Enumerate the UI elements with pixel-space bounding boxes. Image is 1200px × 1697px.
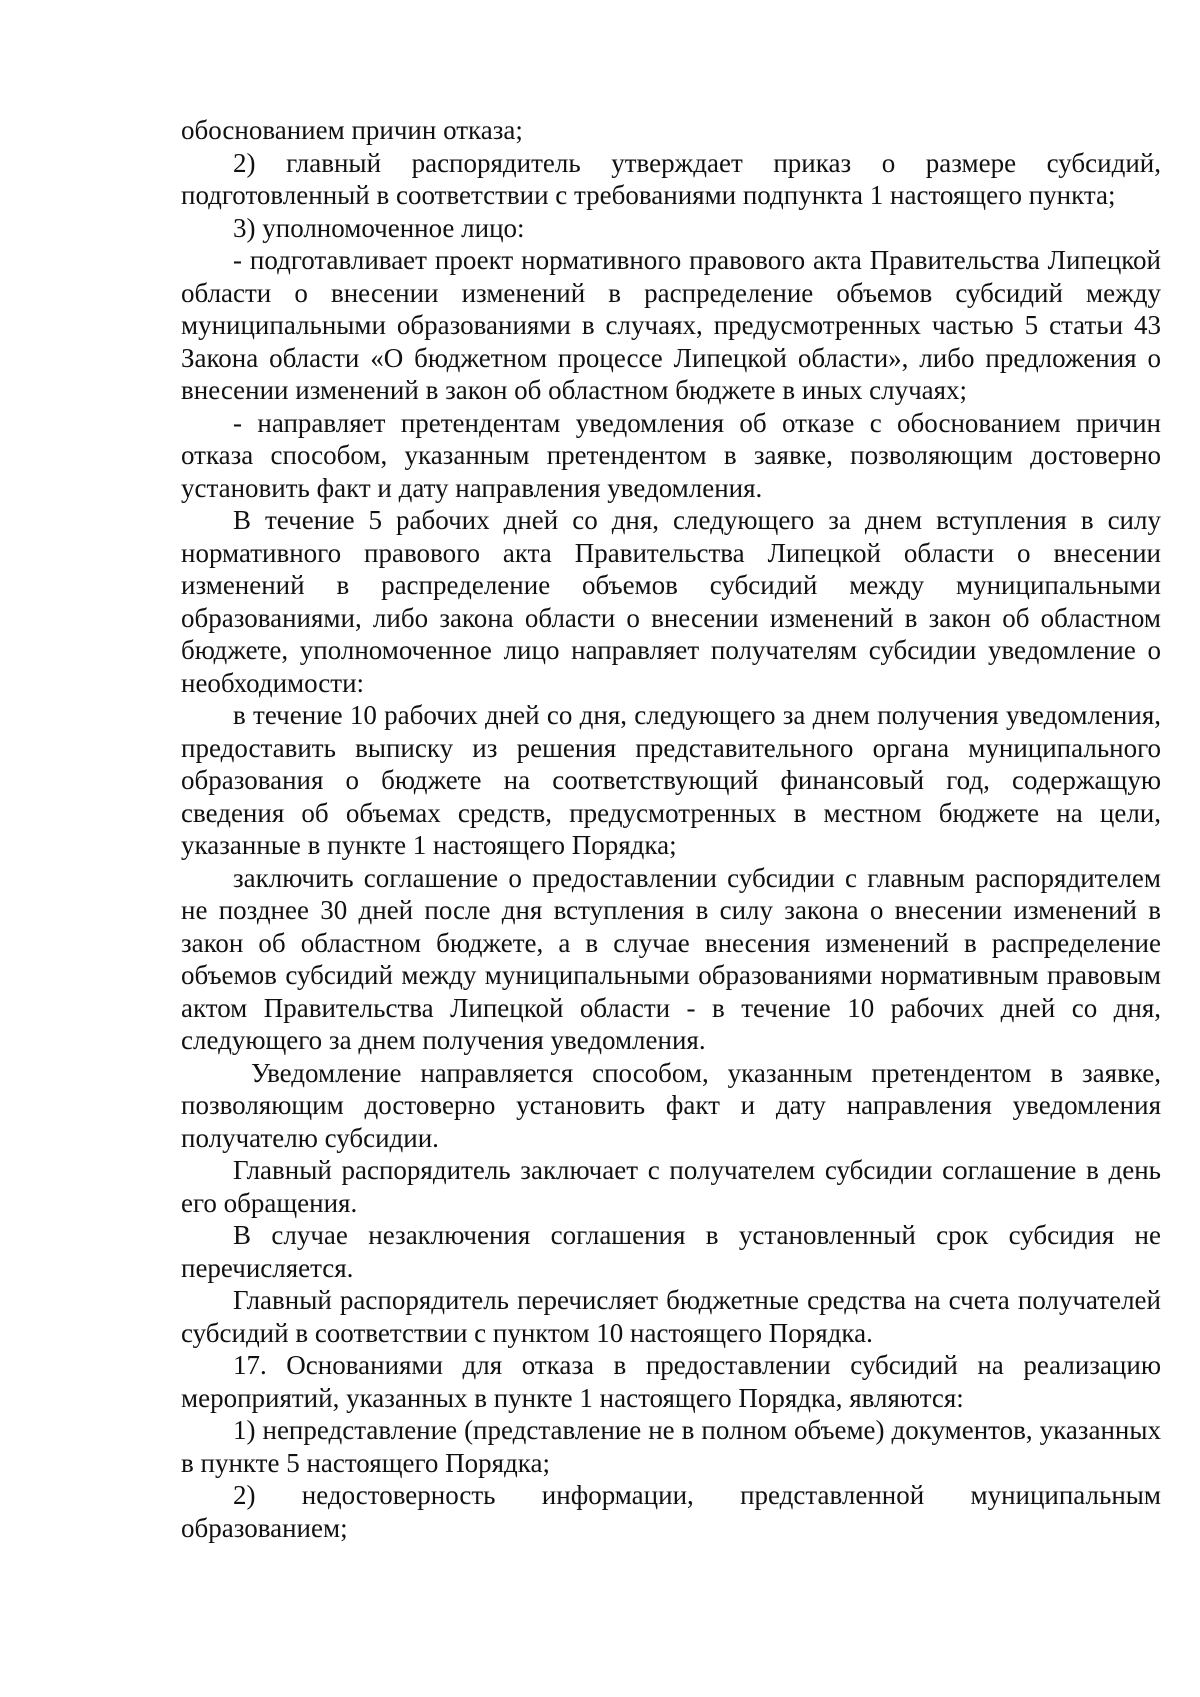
paragraph-sends-refusal-notices: - направляет претендентам уведомления об отказе с обоснованием причин отказа способом, указанным претендентом в заявке, позволяющим достоверно установить факт и дату направления уведомления. [181, 407, 1161, 503]
paragraph-within-10-days-extract: в течение 10 рабочих дней со дня, следующего за днем получения уведомления, предоставить выписку из решения представительного органа муниципального образования о бюджете на соответствующий финансовый год, содержащую сведения об объемах средств, предусмотренных в местном бюджете на цели, указанные в пункте 1 настоящего Порядка; [181, 700, 1161, 860]
paragraph-item-3-authorized-person: 3) уполномоченное лицо: [233, 212, 525, 243]
paragraph-ground-1-non-submission: 1) непредставление (представление не в полном объеме) документов, указанных в пункте 5 настоящего Порядка; [181, 1415, 1161, 1478]
paragraph-transfer-funds: Главный распорядитель перечисляет бюджетные средства на счета получателей субсидий в соответствии с пунктом 10 настоящего Порядка. [181, 1285, 1161, 1348]
paragraph-conclude-agreement: заключить соглашение о предоставлении субсидии с главным распорядителем не позднее 30 дней после дня вступления в силу закона о внесении изменений в закон об областном бюджете, а в случае внесения изменений в распределение объемов субсидий между муниципальными образованиями нормативным правовым актом Правительства Липецкой области - в течение 10 рабочих дней со дня, следующего за днем получения уведомления. [181, 862, 1161, 1055]
document-body [181, 114, 1161, 1544]
paragraph-non-conclusion: В случае незаключения соглашения в установленный срок субсидия не перечисляется. [181, 1220, 1161, 1283]
paragraph-item-17-grounds: 17. Основаниями для отказа в предоставлении субсидий на реализацию мероприятий, указанных в пункте 1 настоящего Порядка, являются: [181, 1350, 1161, 1413]
paragraph-refusal-reasons-end: обоснованием причин отказа; [181, 115, 523, 145]
paragraph-item-2-order: 2) главный распорядитель утверждает приказ о размере субсидий, подготовленный в соответствии с требованиями подпункта 1 настоящего пункта; [181, 147, 1161, 210]
paragraph-prepares-draft-act: - подготавливает проект нормативного правового акта Правительства Липецкой области о внесении изменений в распределение объемов субсидий между муниципальными образованиями в случаях, предусмотренных частью 5 статьи 43 Закона области «О бюджетном процессе Липецкой области», либо предложения о внесении изменений в закон об областном бюджете в иных случаях; [181, 245, 1161, 405]
paragraph-notice-method: Уведомление направляется способом, указанным претендентом в заявке, позволяющим достоверно установить факт и дату направления уведомления получателю субсидии. [181, 1057, 1161, 1153]
paragraph-agreement-day: Главный распорядитель заключает с получателем субсидии соглашение в день его обращения. [181, 1155, 1161, 1218]
paragraph-ground-2-unreliable-info: 2) недостоверность информации, представленной муниципальным образованием; [181, 1480, 1161, 1543]
paragraph-within-5-days: В течение 5 рабочих дней со дня, следующего за днем вступления в силу нормативного правового акта Правительства Липецкой области о внесении изменений в распределение объемов субсидий между муниципальными образованиями, либо закона области о внесении изменений в закон об областном бюджете, уполномоченное лицо направляет получателям субсидии уведомление о необходимости: [181, 505, 1161, 698]
